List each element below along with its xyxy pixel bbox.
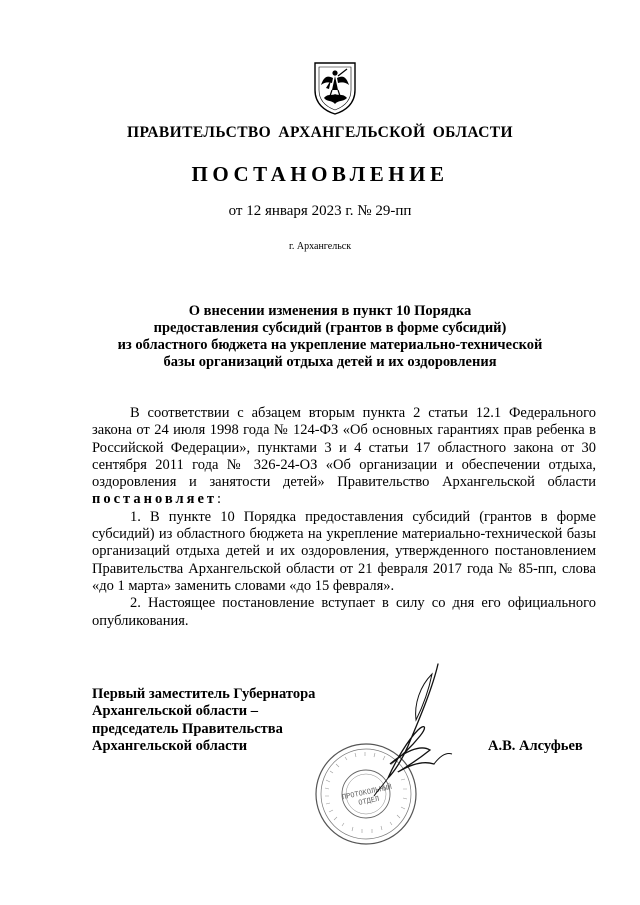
decrees-word: постановляет: [92, 491, 218, 508]
paragraph-preamble: [92, 405, 596, 509]
position-line: Первый заместитель Губернатора: [92, 686, 316, 702]
date-number: от 12 января 2023 г. № 29-пп: [228, 203, 412, 219]
position-line: председатель Правительства: [92, 720, 283, 737]
seal-text: ПРОТОКОЛЬНЫЙ ОТДЕЛ: [341, 782, 393, 808]
signatory-name: А.В. Алсуфьев: [488, 738, 583, 754]
document-body: [92, 405, 596, 630]
title-line: базы организаций отдыха детей и их оздоровления: [163, 354, 497, 370]
preamble-text: В соответствии с абзацем вторым пункта 2 статьи 12.1 Федерального закона от 24 июля 1998 года № 124-ФЗ «Об основных гарантиях прав ребенка в Российской Федерации», пунктами 3 и 4 статьи 17 областного закона от 30 сентября 2011 года № 326-24-ОЗ «Об организации и обеспечении отдыха, оздоровления и занятости детей» Правительство Архангельской области: [92, 405, 596, 491]
position-line: Архангельской области: [92, 737, 248, 754]
title-line: О внесении изменения в пункт 10 Порядка: [188, 303, 472, 319]
handwritten-signature: [348, 660, 468, 800]
colon: :: [217, 491, 222, 508]
document-title: [60, 303, 600, 371]
city: г. Архангельск: [288, 241, 352, 252]
coat-of-arms-icon: [312, 60, 358, 116]
paragraph-item-1: 1. В пункте 10 Порядка предоставления субсидий (грантов в форме субсидий) из областного бюджета на укрепление материально-технической базы организаций отдыха детей и их оздоровления, утвержденного постановлением Правительства Архангельской области от 21 февраля 2017 года № 85-пп, слова «до 1 марта» заменить словами «до 15 февраля».: [92, 508, 596, 594]
signatory-position: [92, 686, 315, 755]
paragraph-item-2: 2. Настоящее постановление вступает в силу со дня его официального опубликования.: [92, 595, 596, 629]
document-type: ПОСТАНОВЛЕНИЕ: [191, 162, 449, 186]
position-line: Архангельской области –: [92, 703, 258, 720]
title-line: из областного бюджета на укрепление материально-технической: [117, 337, 543, 353]
government-name: ПРАВИТЕЛЬСТВО АРХАНГЕЛЬСКОЙ ОБЛАСТИ: [126, 124, 513, 141]
title-line: предоставления субсидий (грантов в форме субсидий): [153, 320, 507, 336]
